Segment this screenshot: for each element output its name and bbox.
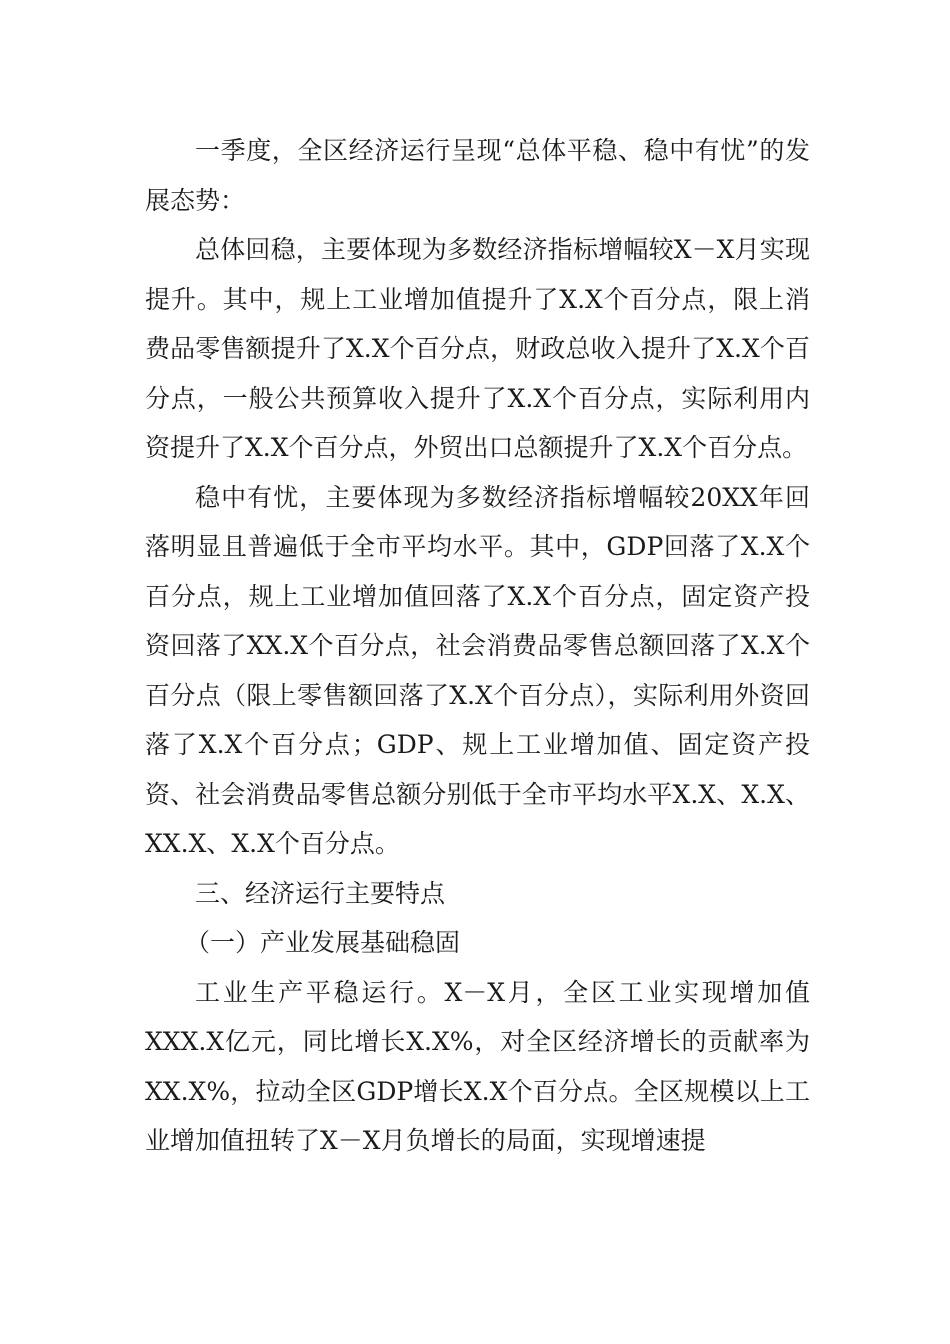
paragraph-stable-recovery: 总体回稳，主要体现为多数经济指标增幅较X－X月实现提升。其中，规上工业增加值提升了X.X个百分点，限上消费品零售额提升了X.X个百分点，财政总收入提升了X.X个百分点，一般公共预算收入提升了X.X个百分点，实际利用内资提升了X.X个百分点，外贸出口总额提升了X.X个百分点。 xyxy=(145,235,810,462)
paragraph-overview: 一季度，全区经济运行呈现“总体平稳、稳中有忧”的发展态势： xyxy=(145,136,810,215)
document-body xyxy=(145,126,810,1166)
paragraph-industry: 工业生产平稳运行。X－X月，全区工业实现增加值XXX.X亿元，同比增长X.X%，对全区经济增长的贡献率为XX.X%，拉动全区GDP增长X.X个百分点。全区规模以上工业增加值扭转了X－X月负增长的局面，实现增速提 xyxy=(145,977,810,1155)
section-heading: 三、经济运行主要特点 xyxy=(195,878,446,908)
paragraph-concerns: 稳中有忧，主要体现为多数经济指标增幅较20XX年回落明显且普遍低于全市平均水平。其中，GDP回落了X.X个百分点，规上工业增加值回落了X.X个百分点，固定资产投资回落了XX.X个百分点，社会消费品零售总额回落了X.X个百分点（限上零售额回落了X.X个百分点），实际利用外资回落了X.X个百分点；GDP、规上工业增加值、固定资产投资、社会消费品零售总额分别低于全市平均水平X.X、X.X、XX.X、X.X个百分点。 xyxy=(145,482,810,858)
sub-heading: （一）产业发展基础稳固 xyxy=(185,928,461,957)
